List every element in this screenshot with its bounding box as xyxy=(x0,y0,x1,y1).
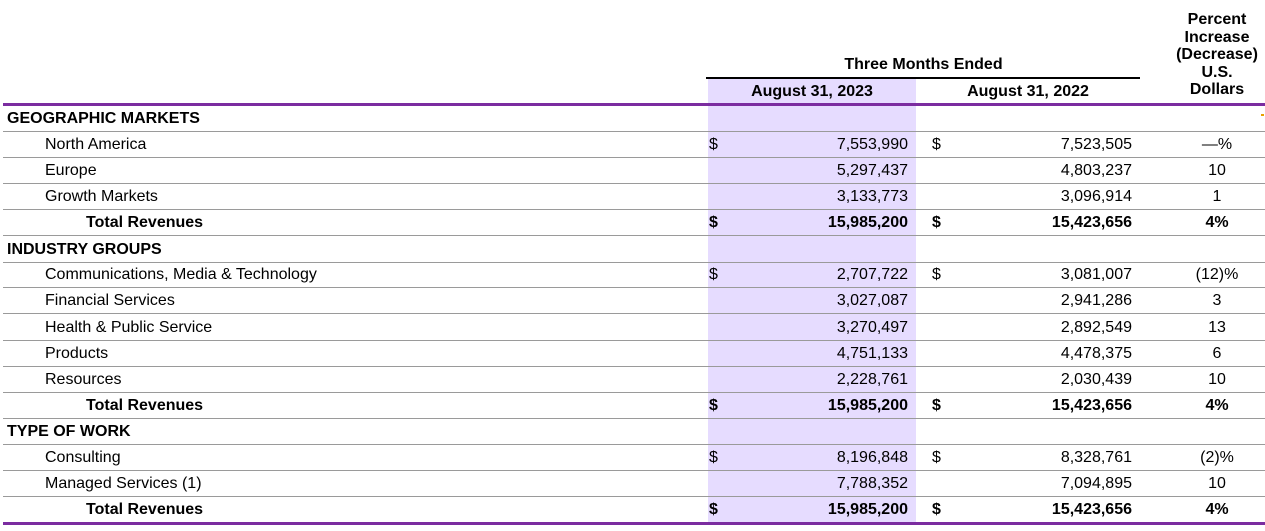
percent-change: 6 xyxy=(1212,345,1222,362)
value-2022: 3,096,914 xyxy=(1060,188,1132,205)
value-2022: 2,892,549 xyxy=(1060,319,1132,336)
table-row xyxy=(0,262,1265,288)
column-header-2023: August 31, 2023 xyxy=(708,79,916,104)
percent-change: 3 xyxy=(1212,292,1222,309)
value-2022: 3,081,007 xyxy=(1060,266,1132,283)
dollar-sign-2023: $ xyxy=(709,266,718,283)
row-label: Total Revenues xyxy=(86,501,204,518)
value-2023: 15,985,200 xyxy=(827,214,908,231)
table-row xyxy=(0,315,1265,341)
value-2023: 7,788,352 xyxy=(836,475,908,492)
table-row xyxy=(0,184,1265,210)
value-2023: 4,751,133 xyxy=(836,345,908,362)
section-title: GEOGRAPHIC MARKETS xyxy=(7,110,200,127)
table-row xyxy=(0,288,1265,314)
value-2023: 15,985,200 xyxy=(827,501,908,518)
section-title: INDUSTRY GROUPS xyxy=(7,241,162,258)
percent-change: 4% xyxy=(1205,501,1229,518)
value-2022: 4,478,375 xyxy=(1060,345,1132,362)
value-2023: 5,297,437 xyxy=(836,162,908,179)
row-label: North America xyxy=(45,136,147,153)
row-label: Growth Markets xyxy=(45,188,158,205)
total-row xyxy=(0,210,1265,236)
row-label: Products xyxy=(45,345,109,362)
dollar-sign-2022: $ xyxy=(932,266,941,283)
table-row xyxy=(0,367,1265,393)
value-2022: 7,094,895 xyxy=(1060,475,1132,492)
table-row xyxy=(0,158,1265,184)
percent-change: 4% xyxy=(1205,214,1229,231)
table-row xyxy=(0,471,1265,497)
value-2022: 2,030,439 xyxy=(1060,371,1132,388)
percent-change: 10 xyxy=(1208,162,1226,179)
total-row xyxy=(0,393,1265,419)
table-row xyxy=(0,132,1265,158)
value-2022: 7,523,505 xyxy=(1060,136,1132,153)
value-2022: 4,803,237 xyxy=(1060,162,1132,179)
row-separator xyxy=(3,235,1265,236)
dollar-sign-2023: $ xyxy=(709,214,718,231)
dollar-sign-2022: $ xyxy=(932,136,941,153)
row-label: Consulting xyxy=(45,449,121,466)
section-title: TYPE OF WORK xyxy=(7,423,131,440)
value-2023: 2,228,761 xyxy=(836,371,908,388)
section-header-row xyxy=(0,237,1265,263)
percent-change: 10 xyxy=(1208,371,1226,388)
dollar-sign-2022: $ xyxy=(932,397,941,414)
percent-change: (12)% xyxy=(1195,266,1239,283)
row-label: Communications, Media & Technology xyxy=(45,266,317,283)
row-label: Health & Public Service xyxy=(45,319,213,336)
row-label: Financial Services xyxy=(45,292,175,309)
dollar-sign-2022: $ xyxy=(932,501,941,518)
percent-change: 1 xyxy=(1212,188,1222,205)
section-header-row xyxy=(0,106,1265,132)
percent-change: (2)% xyxy=(1200,449,1234,466)
row-label: Europe xyxy=(45,162,97,179)
section-header-row xyxy=(0,419,1265,445)
dollar-sign-2023: $ xyxy=(709,136,718,153)
table-bottom-divider xyxy=(3,522,1265,525)
value-2023: 2,707,722 xyxy=(836,266,908,283)
value-2023: 3,027,087 xyxy=(836,292,908,309)
percent-change: 4% xyxy=(1205,397,1229,414)
dollar-sign-2023: $ xyxy=(709,501,718,518)
row-separator xyxy=(3,313,1265,314)
dollar-sign-2022: $ xyxy=(932,449,941,466)
value-2022: 15,423,656 xyxy=(1051,397,1132,414)
percent-change: 10 xyxy=(1208,475,1226,492)
row-label: Total Revenues xyxy=(86,214,204,231)
dollar-sign-2023: $ xyxy=(709,397,718,414)
value-2023: 15,985,200 xyxy=(827,397,908,414)
value-2023: 8,196,848 xyxy=(836,449,908,466)
value-2022: 8,328,761 xyxy=(1060,449,1132,466)
value-2022: 2,941,286 xyxy=(1060,292,1132,309)
percent-change: 13 xyxy=(1208,319,1226,336)
column-header-2022: August 31, 2022 xyxy=(967,83,1089,100)
value-2022: 15,423,656 xyxy=(1051,214,1132,231)
row-label: Managed Services (1) xyxy=(45,475,202,492)
percent-change: —% xyxy=(1201,136,1233,153)
value-2023: 3,133,773 xyxy=(836,188,908,205)
row-label: Resources xyxy=(45,371,122,388)
dollar-sign-2023: $ xyxy=(709,449,718,466)
table-row xyxy=(0,341,1265,367)
value-2023: 7,553,990 xyxy=(836,136,908,153)
table-row xyxy=(0,445,1265,471)
total-row xyxy=(0,497,1265,523)
row-label: Total Revenues xyxy=(86,397,204,414)
percent-change-header: Percent Increase (Decrease) U.S. Dollars xyxy=(1176,11,1258,98)
period-header: Three Months Ended xyxy=(844,56,1003,73)
value-2023: 3,270,497 xyxy=(836,319,908,336)
value-2022: 15,423,656 xyxy=(1051,501,1132,518)
dollar-sign-2022: $ xyxy=(932,214,941,231)
